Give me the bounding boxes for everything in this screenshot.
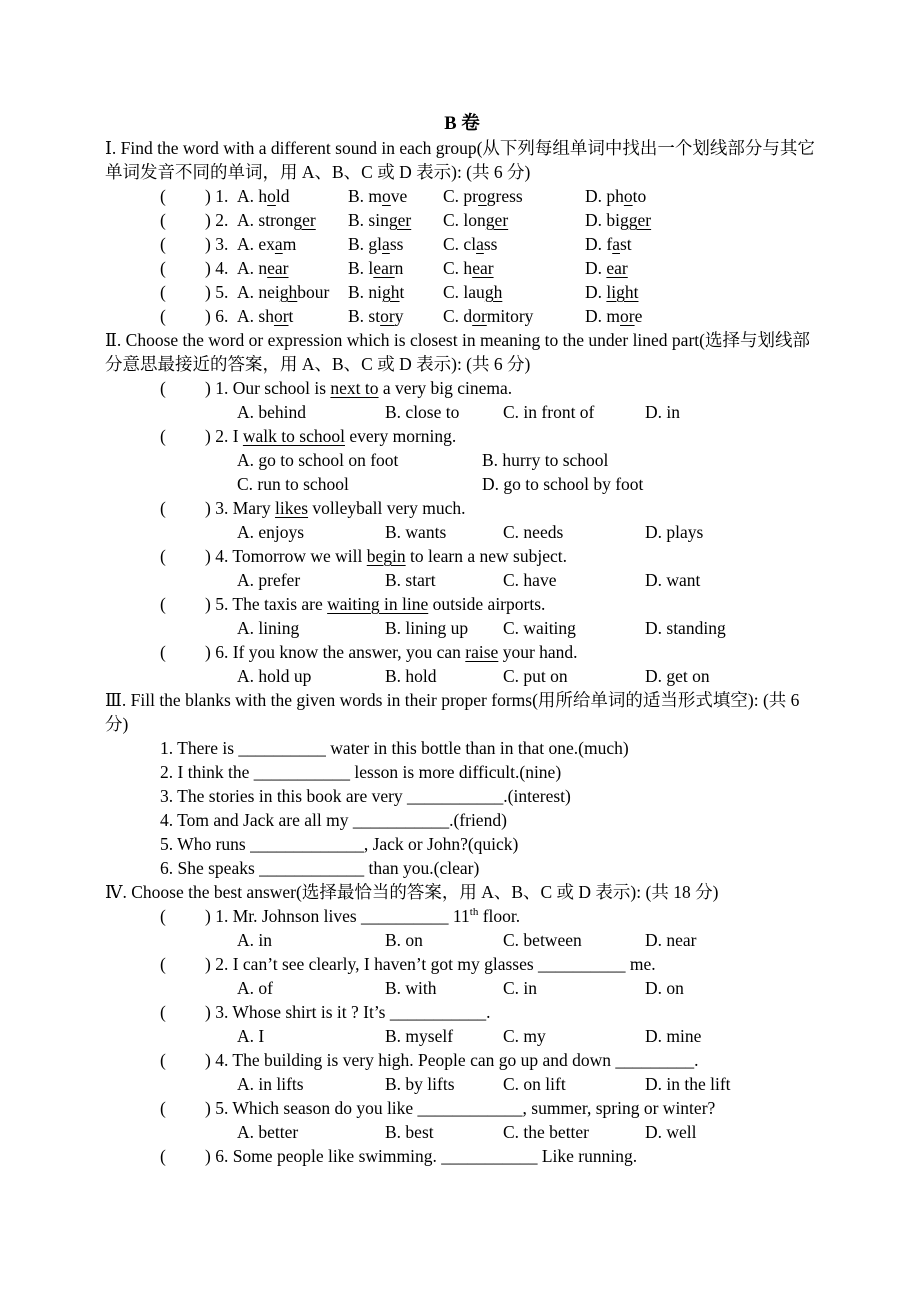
option: D. near [645, 930, 697, 950]
option: B. hold [385, 666, 437, 686]
option: C. dormitory [443, 306, 534, 326]
question-row: 6. She speaks ____________ than you.(clear) [160, 858, 480, 878]
answer-bracket-open: ( [160, 258, 166, 278]
question-stem: ) 5. Which season do you like ____________, summer, spring or winter? [205, 1098, 716, 1118]
question-stem: ) 2. I walk to school every morning. [205, 426, 457, 446]
question-row [105, 1144, 819, 1168]
options-row [105, 616, 819, 640]
question-row [105, 1000, 819, 1024]
question-stem: ) 6. Some people like swimming. ___________ Like running. [205, 1146, 638, 1166]
option: D. mine [645, 1026, 702, 1046]
option: A. enjoys [237, 522, 305, 542]
section-header: Ⅱ. Choose the word or expression which is closest in meaning to the under lined part(选择与划线部分意思最接近的答案，用 A、B、C 或 D 表示): (共 6 分) [105, 330, 810, 374]
question-row [105, 592, 819, 616]
answer-bracket-open: ( [160, 306, 166, 326]
option: B. learn [348, 258, 404, 278]
question-stem: ) 5. The taxis are waiting in line outside airports. [205, 594, 546, 614]
option: D. go to school by foot [482, 474, 644, 494]
option: D. well [645, 1122, 697, 1142]
option: C. hear [443, 258, 494, 278]
option: D. ear [585, 258, 628, 278]
question-row: 4. Tom and Jack are all my ___________.(friend) [160, 810, 507, 830]
answer-bracket-open: ( [160, 906, 166, 926]
option: B. night [348, 282, 405, 302]
sections [105, 136, 819, 1168]
answer-bracket-open: ( [160, 378, 166, 398]
options-row [105, 520, 819, 544]
option: B. by lifts [385, 1074, 455, 1094]
section-header: Ⅳ. Choose the best answer(选择最恰当的答案，用 A、B、C 或 D 表示): (共 18 分) [105, 882, 719, 902]
section-II [105, 328, 819, 688]
option: D. in [645, 402, 680, 422]
answer-bracket-open: ( [160, 186, 166, 206]
option: B. lining up [385, 618, 469, 638]
option: D. more [585, 306, 643, 326]
option: D. want [645, 570, 701, 590]
option: A. hold up [237, 666, 312, 686]
section-III [105, 688, 819, 880]
question-number: ) 2. [205, 210, 229, 230]
answer-bracket-open: ( [160, 1002, 166, 1022]
option: C. run to school [237, 474, 349, 494]
option: B. on [385, 930, 423, 950]
option: B. close to [385, 402, 460, 422]
option: C. my [503, 1026, 546, 1046]
question-row [105, 904, 819, 928]
options-row [105, 568, 819, 592]
option: C. put on [503, 666, 568, 686]
answer-bracket-open: ( [160, 498, 166, 518]
section-I [105, 136, 819, 328]
option: C. waiting [503, 618, 576, 638]
answer-bracket-open: ( [160, 1146, 166, 1166]
options-row [105, 1024, 819, 1048]
question-row [105, 1048, 819, 1072]
question-number: ) 6. [205, 306, 229, 326]
option: C. laugh [443, 282, 503, 302]
section-header: Ⅰ. Find the word with a different sound in each group(从下列每组单词中找出一个划线部分与其它单词发音不同的单词，用 A、B、C 或 D 表示): (共 6 分) [105, 138, 815, 182]
option: C. in [503, 978, 538, 998]
question-row [105, 304, 819, 328]
option: A. exam [237, 234, 297, 254]
question-stem: ) 1. Our school is next to a very big cinema. [205, 378, 513, 398]
answer-bracket-open: ( [160, 234, 166, 254]
option: B. singer [348, 210, 412, 230]
option: A. behind [237, 402, 307, 422]
option: B. myself [385, 1026, 454, 1046]
question-number: ) 4. [205, 258, 229, 278]
option: D. plays [645, 522, 704, 542]
question-row [105, 256, 819, 280]
option: C. progress [443, 186, 523, 206]
answer-bracket-open: ( [160, 282, 166, 302]
question-stem: ) 2. I can’t see clearly, I haven’t got my glasses __________ me. [205, 954, 656, 974]
question-row [105, 280, 819, 304]
option: A. of [237, 978, 273, 998]
option: C. have [503, 570, 557, 590]
option: B. best [385, 1122, 434, 1142]
option: A. short [237, 306, 294, 326]
option: B. wants [385, 522, 447, 542]
option: C. between [503, 930, 582, 950]
question-row [105, 232, 819, 256]
option: B. hurry to school [482, 450, 609, 470]
option: C. the better [503, 1122, 590, 1142]
option: D. photo [585, 186, 647, 206]
question-stem: ) 6. If you know the answer, you can raise your hand. [205, 642, 578, 662]
answer-bracket-open: ( [160, 546, 166, 566]
question-stem: ) 1. Mr. Johnson lives __________ 11th floor. [205, 906, 521, 926]
option: D. on [645, 978, 684, 998]
options-row [105, 664, 819, 688]
option: D. light [585, 282, 639, 302]
question-row: 1. There is __________ water in this bottle than in that one.(much) [160, 738, 629, 758]
option: A. in lifts [237, 1074, 304, 1094]
option: A. in [237, 930, 272, 950]
section-IV [105, 880, 819, 1168]
option: A. neighbour [237, 282, 330, 302]
option: A. prefer [237, 570, 301, 590]
option: A. stronger [237, 210, 316, 230]
option: C. class [443, 234, 498, 254]
option: B. with [385, 978, 437, 998]
answer-bracket-open: ( [160, 210, 166, 230]
option: B. story [348, 306, 404, 326]
question-row: 2. I think the ___________ lesson is more difficult.(nine) [160, 762, 562, 782]
question-row [105, 184, 819, 208]
option: D. fast [585, 234, 632, 254]
question-row [105, 1096, 819, 1120]
option: D. bigger [585, 210, 652, 230]
answer-bracket-open: ( [160, 954, 166, 974]
question-stem: ) 4. The building is very high. People can go up and down _________. [205, 1050, 699, 1070]
answer-bracket-open: ( [160, 1050, 166, 1070]
option: A. near [237, 258, 289, 278]
option: A. hold [237, 186, 290, 206]
option: D. standing [645, 618, 726, 638]
option: C. on lift [503, 1074, 566, 1094]
answer-bracket-open: ( [160, 594, 166, 614]
question-row [105, 496, 819, 520]
options-row [105, 976, 819, 1000]
option: A. better [237, 1122, 299, 1142]
option: C. needs [503, 522, 564, 542]
question-stem: ) 3. Mary likes volleyball very much. [205, 498, 466, 518]
options-row [105, 1120, 819, 1144]
option: A. I [237, 1026, 265, 1046]
options-row [105, 472, 819, 496]
question-number: ) 3. [205, 234, 229, 254]
question-stem: ) 3. Whose shirt is it ? It’s ___________. [205, 1002, 491, 1022]
question-number: ) 1. [205, 186, 229, 206]
question-row: 3. The stories in this book are very ___________.(interest) [160, 786, 571, 806]
question-row [105, 640, 819, 664]
option: A. lining [237, 618, 300, 638]
question-row [105, 952, 819, 976]
page-content [105, 112, 819, 1168]
option: B. glass [348, 234, 404, 254]
question-row [105, 376, 819, 400]
question-row [105, 424, 819, 448]
answer-bracket-open: ( [160, 1098, 166, 1118]
answer-bracket-open: ( [160, 642, 166, 662]
question-row: 5. Who runs _____________, Jack or John?(quick) [160, 834, 519, 854]
question-number: ) 5. [205, 282, 229, 302]
answer-bracket-open: ( [160, 426, 166, 446]
doc-title: B 卷 [444, 114, 480, 134]
section-header: Ⅲ. Fill the blanks with the given words in their proper forms(用所给单词的适当形式填空): (共 6 分) [105, 690, 800, 734]
question-row [105, 208, 819, 232]
option: D. get on [645, 666, 710, 686]
option: A. go to school on foot [237, 450, 399, 470]
options-row [105, 400, 819, 424]
option: D. in the lift [645, 1074, 731, 1094]
option: B. move [348, 186, 408, 206]
option: B. start [385, 570, 436, 590]
options-row [105, 928, 819, 952]
options-row [105, 1072, 819, 1096]
option: C. in front of [503, 402, 595, 422]
question-row [105, 544, 819, 568]
option: C. longer [443, 210, 509, 230]
options-row [105, 448, 819, 472]
question-stem: ) 4. Tomorrow we will begin to learn a new subject. [205, 546, 567, 566]
